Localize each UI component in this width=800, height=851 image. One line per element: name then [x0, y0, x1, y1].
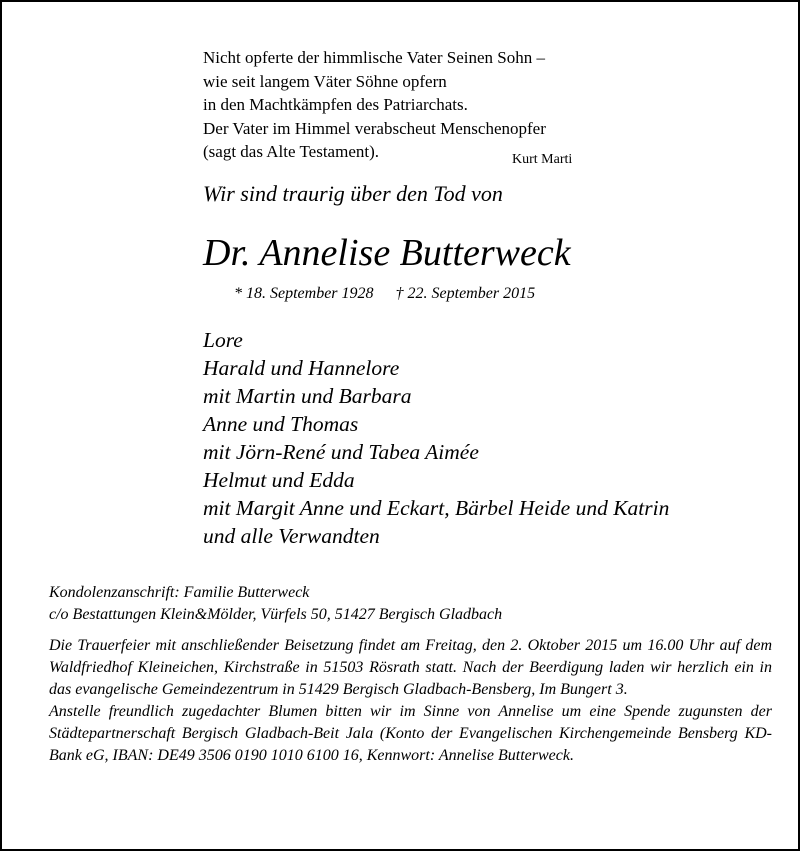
poem-line: Der Vater im Himmel verabscheut Menschenopfer — [203, 118, 546, 138]
funeral-info: Die Trauerfeier mit anschließender Beisetzung findet am Freitag, den 2. Oktober 2015 um 16.00 Uhr auf dem Waldfriedhof Kleineichen, Kirchstraße in 51503 Rösrath statt. Nach der Beerdigung laden wir herzlich ein in das evangelische Gemeindezentrum in 51429 Bergisch Gladbach-Bensberg, Im Bungert 3. — [49, 637, 772, 698]
poem-author: Kurt Marti — [512, 152, 573, 167]
deceased-name: Dr. Annelise Butterweck — [203, 232, 571, 274]
condolence-line: Kondolenzanschrift: Familie Butterweck — [49, 584, 310, 601]
poem-line: wie seit langem Väter Söhne opfern — [203, 71, 447, 91]
mourner-line: und alle Verwandten — [203, 524, 380, 548]
funeral-details — [49, 635, 772, 766]
mourner-line: Harald und Hannelore — [203, 356, 400, 380]
birth-date: * 18. September 1928 — [234, 285, 374, 302]
mourner-line: Lore — [203, 328, 243, 352]
poem-quote — [203, 46, 546, 164]
death-date: † 22. September 2015 — [395, 285, 536, 302]
condolence-address — [49, 582, 502, 626]
mourner-line: Helmut und Edda — [203, 468, 355, 492]
mourners-list — [203, 326, 669, 550]
condolence-line: c/o Bestattungen Klein&Mölder, Vürfels 50, 51427 Bergisch Gladbach — [49, 606, 503, 623]
mourner-line: Anne und Thomas — [203, 412, 359, 436]
poem-line: in den Machtkämpfen des Patriarchats. — [203, 95, 468, 114]
donation-info: Anstelle freundlich zugedachter Blumen bitten wir im Sinne von Annelise um eine Spende zugunsten der Städtepartnerschaft Bergisch Gladbach-Beit Jala (Konto der Evangelischen Kirchengemeinde Bensberg KD-Bank eG, IBAN: DE49 3506 0190 1010 6100 16, Kennwort: Annelise Butterweck. — [49, 702, 772, 764]
mourner-line: mit Jörn-René und Tabea Aimée — [203, 440, 479, 464]
poem-line: Nicht opferte der himmlische Vater Seinen Sohn – — [203, 48, 545, 67]
intro-text: Wir sind traurig über den Tod von — [203, 181, 503, 206]
life-dates — [234, 285, 535, 303]
mourner-line: mit Margit Anne und Eckart, Bärbel Heide und Katrin — [203, 496, 670, 520]
mourner-line: mit Martin und Barbara — [203, 384, 412, 408]
poem-line: (sagt das Alte Testament). — [203, 142, 380, 161]
